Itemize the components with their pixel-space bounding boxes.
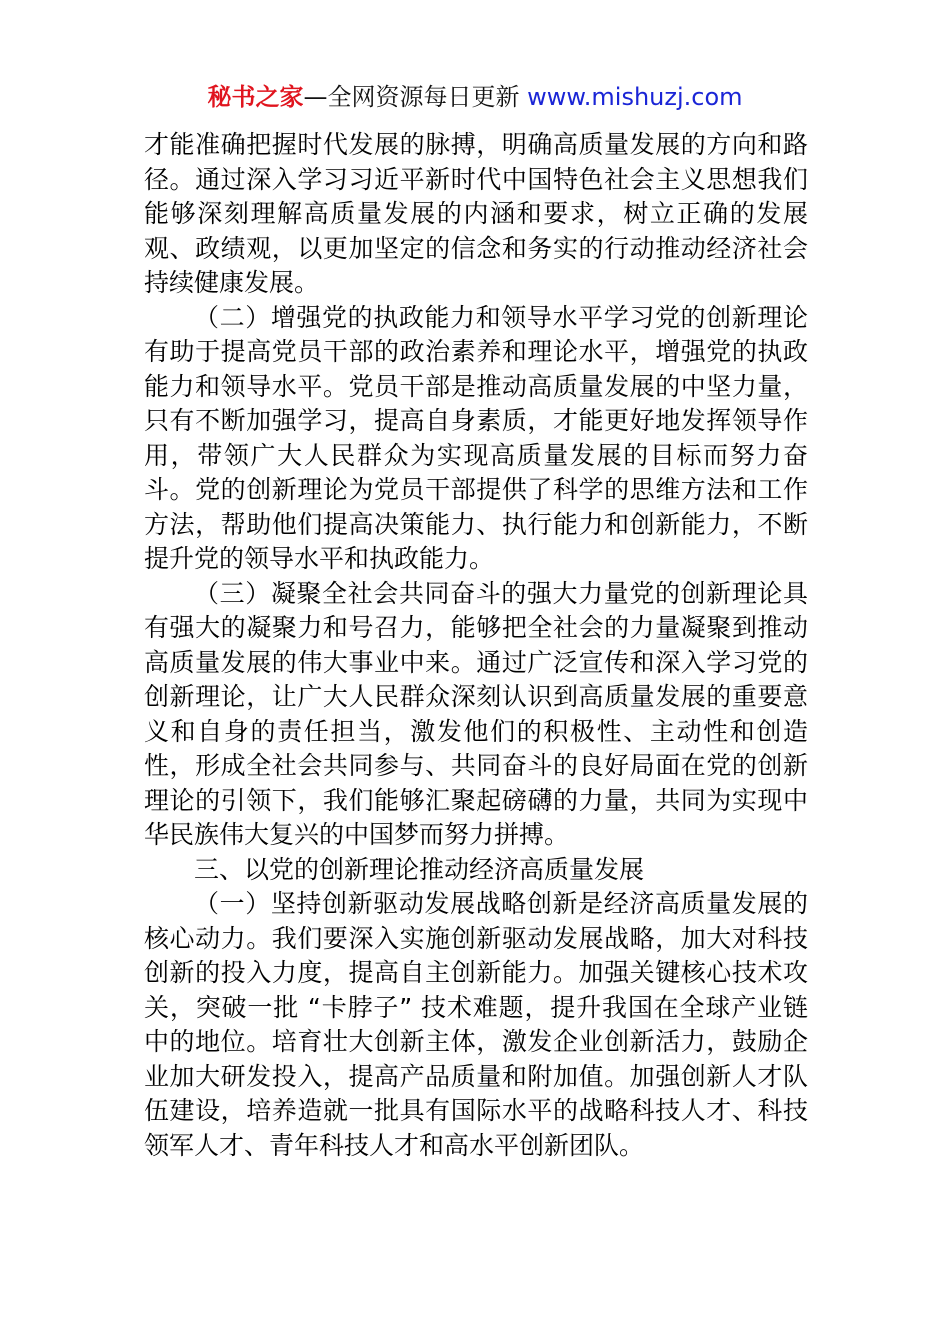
section-heading-3: 三、以党的创新理论推动经济高质量发展 <box>194 854 645 884</box>
site-brand: 秘书之家 <box>207 83 304 111</box>
body-paragraph-section-3: （三）凝聚全社会共同奋斗的强大力量党的创新理论具有强大的凝聚力和号召力，能够把全社会的力量凝聚到推动高质量发展的伟大事业中来。通过广泛宣传和深入学习党的创新理论，让广大人民群众深刻认识到高质量发展的重要意义和自身的责任担当，激发他们的积极性、主动性和创造性，形成全社会共同参与、共同奋斗的良好局面在党的创新理论的引领下，我们能够汇聚起磅礴的力量，共同为实现中华民族伟大复兴的中国梦而努力拼搏。 <box>144 578 808 849</box>
document-body <box>144 128 808 1163</box>
body-paragraph-continued: 才能准确把握时代发展的脉搏，明确高质量发展的方向和路径。通过深入学习习近平新时代中国特色社会主义思想我们能够深刻理解高质量发展的内涵和要求，树立正确的发展观、政绩观，以更加坚定的信念和务实的行动推动经济社会持续健康发展。 <box>144 130 808 297</box>
body-paragraph-subsection-1: （一）坚持创新驱动发展战略创新是经济高质量发展的核心动力。我们要深入实施创新驱动发展战略，加大对科技创新的投入力度，提高自主创新能力。加强关键核心技术攻关，突破一批 “卡脖子” 技术难题，提升我国在全球产业链中的地位。培育壮大创新主体，激发企业创新活力，鼓励企业加大研发投入，提高产品质量和附加值。加强创新人才队伍建设，培养造就一批具有国际水平的战略科技人才、科技领军人才、青年科技人才和高水平创新团队。 <box>144 889 808 1160</box>
site-tagline: —全网资源每日更新 <box>303 83 520 111</box>
page-header <box>0 80 950 114</box>
body-paragraph-section-2: （二）增强党的执政能力和领导水平学习党的创新理论有助于提高党员干部的政治素养和理论水平，增强党的执政能力和领导水平。党员干部是推动高质量发展的中坚力量，只有不断加强学习，提高自身素质，才能更好地发挥领导作用，带领广大人民群众为实现高质量发展的目标而努力奋斗。党的创新理论为党员干部提供了科学的思维方法和工作方法，帮助他们提高决策能力、执行能力和创新能力，不断提升党的领导水平和执政能力。 <box>144 302 808 573</box>
site-url-link[interactable]: www.mishuzj.com <box>527 83 743 111</box>
